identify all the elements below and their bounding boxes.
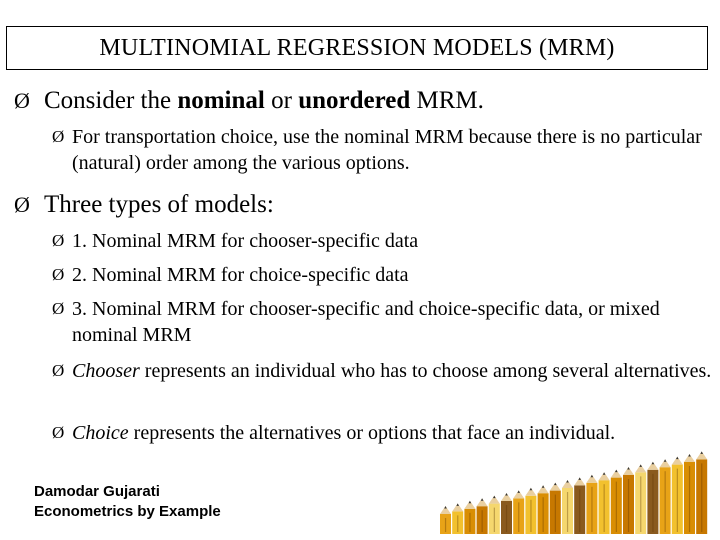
pencil-illustration-piece: [672, 457, 683, 534]
bullet-consider: [14, 86, 484, 116]
arrow-bullet-icon: Ø: [52, 423, 65, 442]
bullet-text: Chooser represents an individual who has to choose among several alternatives.: [72, 360, 712, 382]
bullet-model-2: [52, 262, 712, 288]
pencil-illustration-piece: [623, 467, 634, 534]
pencil-illustration-piece: [550, 483, 561, 534]
bullet-model-1: [52, 228, 712, 254]
arrow-bullet-icon: Ø: [52, 299, 65, 318]
bullet-text: For transportation choice, use the nominal MRM because there is no particular (natural) order among the various options.: [72, 126, 702, 174]
pencil-illustration-piece: [611, 470, 622, 534]
title-box: [6, 26, 708, 70]
pencil-illustration-piece: [586, 475, 597, 534]
pencil-illustration-piece: [440, 506, 451, 534]
slide-title: MULTINOMIAL REGRESSION MODELS (MRM): [99, 34, 615, 61]
bullet-chooser-definition: [52, 358, 712, 384]
bullet-transportation: [52, 124, 712, 176]
pencil-illustration-piece: [635, 464, 646, 534]
pencil-illustration-piece: [684, 454, 695, 534]
pencil-illustration-piece: [489, 496, 500, 534]
arrow-bullet-icon: Ø: [14, 88, 30, 113]
pencil-illustration-piece: [464, 501, 475, 534]
pencil-illustration-piece: [501, 493, 512, 534]
arrow-bullet-icon: Ø: [52, 127, 65, 146]
bullet-text: 1. Nominal MRM for chooser-specific data: [72, 230, 419, 252]
arrow-bullet-icon: Ø: [14, 192, 30, 217]
pencil-illustration-piece: [513, 490, 524, 534]
bullet-text: 2. Nominal MRM for choice-specific data: [72, 264, 409, 286]
pencil-illustration-piece: [538, 485, 549, 534]
pencil-illustration-piece: [574, 477, 585, 534]
arrow-bullet-icon: Ø: [52, 361, 65, 380]
footer-citation: [34, 482, 221, 522]
bullet-text: Consider the nominal or unordered MRM.: [44, 87, 484, 114]
pencil-illustration-piece: [696, 451, 707, 534]
bullet-text: 3. Nominal MRM for chooser-specific and choice-specific data, or mixed nominal MRM: [72, 298, 660, 346]
pencil-illustration-piece: [477, 498, 488, 534]
bullet-choice-definition: [52, 420, 712, 446]
bullet-three-types: [14, 190, 274, 220]
bullet-text: Three types of models:: [44, 191, 274, 218]
footer-author: Damodar Gujarati: [34, 483, 160, 500]
arrow-bullet-icon: Ø: [52, 265, 65, 284]
pencil-illustration-piece: [647, 462, 658, 534]
colored-pencils-image: [440, 446, 708, 534]
footer-book: Econometrics by Example: [34, 503, 221, 520]
pencil-illustration-piece: [660, 459, 671, 534]
pencil-illustration-piece: [452, 503, 463, 534]
bullet-text: Choice represents the alternatives or options that face an individual.: [72, 422, 616, 444]
pencil-illustration-piece: [562, 480, 573, 534]
pencil-illustration-piece: [599, 472, 610, 534]
bullet-model-3: [52, 296, 712, 348]
pencil-illustration-piece: [525, 488, 536, 534]
arrow-bullet-icon: Ø: [52, 231, 65, 250]
